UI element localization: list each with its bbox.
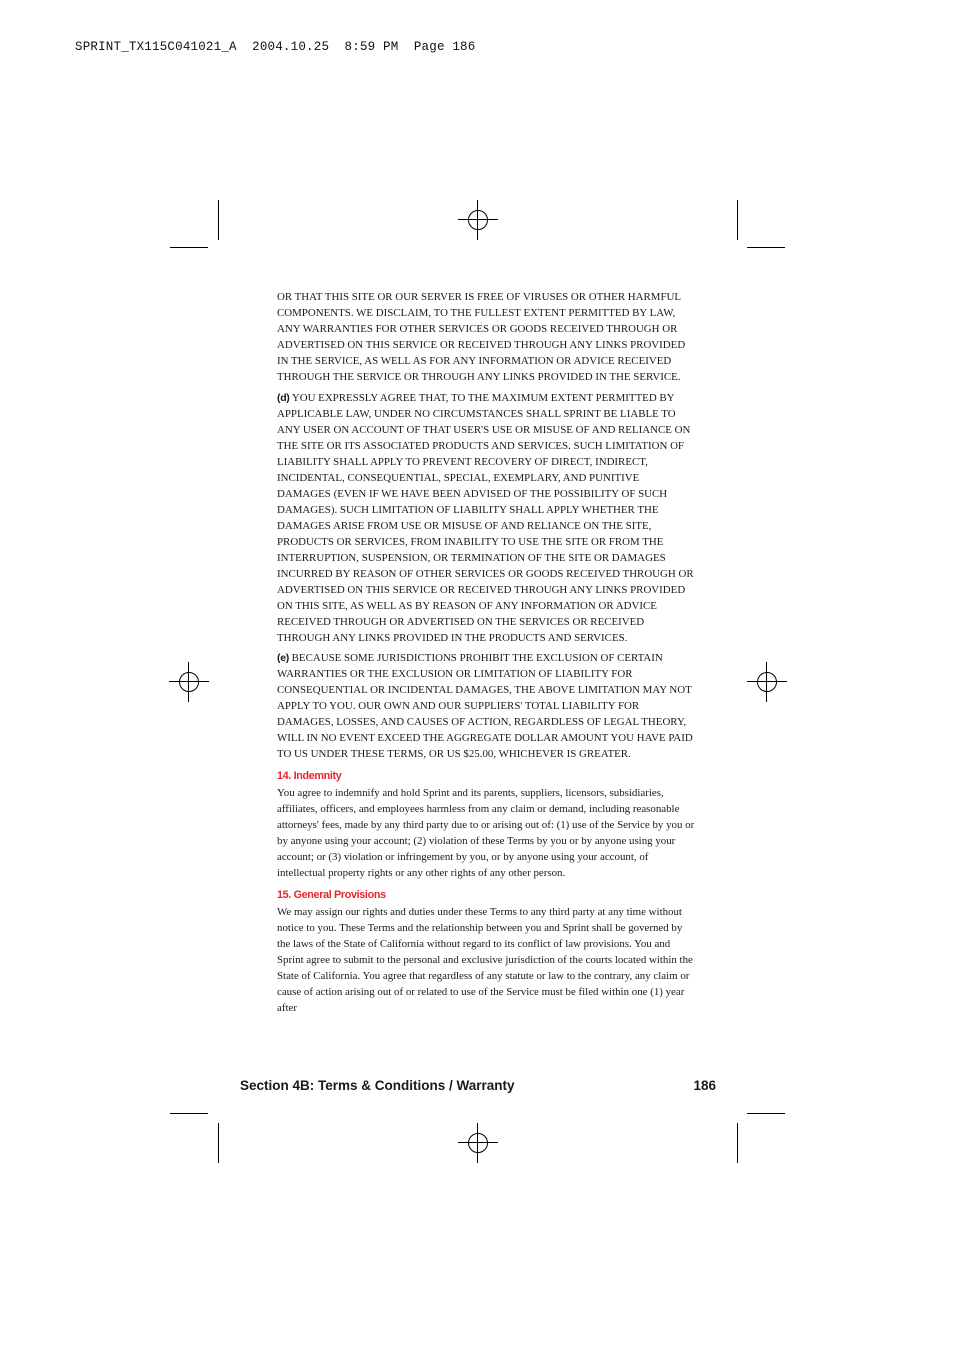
registration-mark-left: [169, 662, 209, 702]
page-body: [277, 289, 695, 1021]
crop-mark-bottom-right-vertical: [737, 1123, 738, 1163]
crop-mark-top-right-vertical: [737, 200, 738, 240]
disclaimer-paragraph-continued: OR THAT THIS SITE OR OUR SERVER IS FREE OF VIRUSES OR OTHER HARMFUL COMPONENTS. WE DISCLAIM, TO THE FULLEST EXTENT PERMITTED BY LAW, ANY WARRANTIES FOR OTHER SERVICES OR GOODS RECEIVED THROUGH OR ADVERTISED ON THIS SERVICE OR RECEIVED THROUGH ANY LINKS PROVIDED IN THE SERVICE, AS WELL AS FOR ANY INFORMATION OR ADVICE RECEIVED THROUGH THE SERVICE OR THROUGH ANY LINKS PROVIDED IN THE SERVICE.: [277, 291, 686, 383]
registration-mark-right: [747, 662, 787, 702]
section-heading-general-provisions: 15. General Provisions: [277, 889, 386, 901]
clause-d-text: YOU EXPRESSLY AGREE THAT, TO THE MAXIMUM EXTENT PERMITTED BY APPLICABLE LAW, UNDER NO CIRCUMSTANCES SHALL SPRINT BE LIABLE TO ANY USER ON ACCOUNT OF THAT USER'S USE OR MISUSE OF AND RELIANCE ON THE SITE OR ITS ASSOCIATED PRODUCTS AND SERVICES. SUCH LIMITATION OF LIABILITY SHALL APPLY TO PREVENT RECOVERY OF DIRECT, INDIRECT, INCIDENTAL, CONSEQUENTIAL, SPECIAL, EXEMPLARY, AND PUNITIVE DAMAGES (EVEN IF WE HAVE BEEN ADVISED OF THE POSSIBILITY OF SUCH DAMAGES). SUCH LIMITATION OF LIABILITY SHALL APPLY WHETHER THE DAMAGES ARISE FROM USE OR MISUSE OF AND RELIANCE ON THE SITE, PRODUCTS OR SERVICES, FROM INABILITY TO USE THE SITE OR FROM THE INTERRUPTION, SUSPENSION, OR TERMINATION OF THE SITE OR DAMAGES INCURRED BY REASON OF OTHER SERVICES OR GOODS RECEIVED THROUGH OR ADVERTISED ON THIS SERVICE OR RECEIVED THROUGH ANY LINKS PROVIDED ON THIS SITE, AS WELL AS BY REASON OF ANY INFORMATION OR ADVICE RECEIVED THROUGH OR ADVERTISED ON THE SERVICES OR RECEIVED THROUGH ANY LINKS PROVIDED IN THE PRODUCTS AND SERVICES.: [277, 391, 694, 644]
registration-mark-bottom: [458, 1123, 498, 1163]
clause-e-text: BECAUSE SOME JURISDICTIONS PROHIBIT THE EXCLUSION OF CERTAIN WARRANTIES OR THE EXCLUSION OR LIMITATION OF LIABILITY FOR CONSEQUENTIAL OR INCIDENTAL DAMAGES, THE ABOVE LIMITATION MAY NOT APPLY TO YOU. OUR OWN AND OUR SUPPLIERS' TOTAL LIABILITY FOR DAMAGES, LOSSES, AND CAUSES OF ACTION, REGARDLESS OF LEGAL THEORY, WILL IN NO EVENT EXCEED THE AGGREGATE DOLLAR AMOUNT YOU HAVE PAID TO US UNDER THESE TERMS, OR US $25.00, WHICHEVER IS GREATER.: [277, 652, 693, 760]
clause-e-label: (e): [277, 652, 289, 664]
clause-e-paragraph: [277, 650, 695, 762]
crop-mark-bottom-left-horizontal: [170, 1113, 208, 1114]
crop-mark-bottom-left-vertical: [218, 1123, 219, 1163]
clause-d-paragraph: [277, 390, 695, 646]
crop-mark-top-left-horizontal: [170, 247, 208, 248]
general-provisions-paragraph: We may assign our rights and duties under these Terms to any third party at any time without notice to you. These Terms and the relationship between you and Sprint shall be governed by the laws of the State of California without regard to its conflict of law provisions. You and Sprint agree to submit to the personal and exclusive jurisdiction of the courts located within the State of California. You agree that regardless of any statute or law to the contrary, any claim or cause of action arising out of or related to use of the Service must be filed within one (1) year after: [277, 906, 693, 1014]
section-heading-indemnity: 14. Indemnity: [277, 770, 342, 782]
indemnity-paragraph: You agree to indemnify and hold Sprint and its parents, suppliers, licensors, subsidiaries, affiliates, officers, and employees harmless from any claim or demand, including reasonable attorneys' fees, made by any third party due to or arising out of: (1) use of the Service by you or by anyone using your account; (2) violation of these Terms by you or by anyone using your account; or (3) violation or infringement by you, or by anyone using your account, of intellectual property rights or any other rights of any other person.: [277, 787, 695, 879]
clause-d-label: (d): [277, 391, 290, 404]
footer-page-number: 186: [693, 1078, 716, 1093]
registration-mark-top: [458, 200, 498, 240]
crop-mark-top-left-vertical: [218, 200, 219, 240]
print-slug-line: SPRINT_TX115C041021_A 2004.10.25 8:59 PM Page 186: [75, 40, 476, 54]
page-footer: [240, 1078, 716, 1093]
footer-section-title: Section 4B: Terms & Conditions / Warranty: [240, 1078, 515, 1093]
crop-mark-top-right-horizontal: [747, 247, 785, 248]
crop-mark-bottom-right-horizontal: [747, 1113, 785, 1114]
